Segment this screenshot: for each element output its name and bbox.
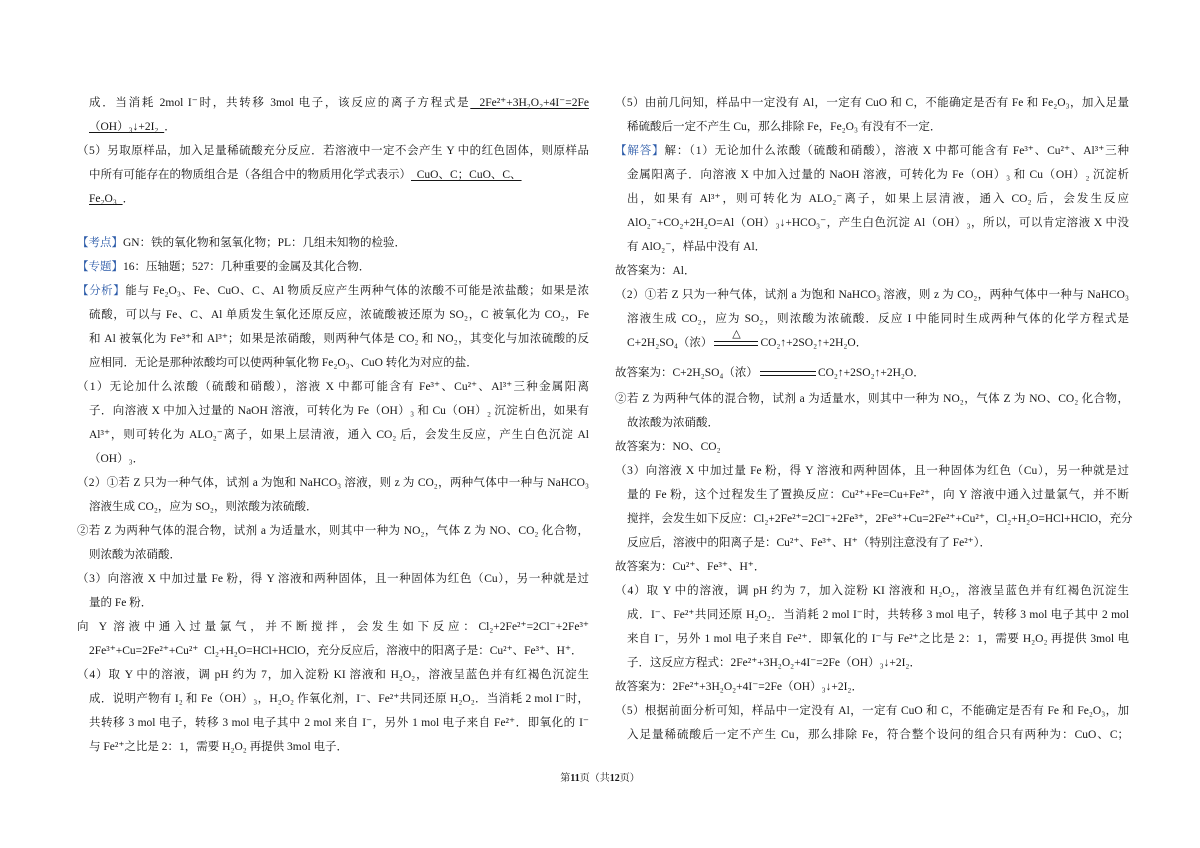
fenxi-text: 能与 Fe₂O₃、Fe、CuO、C、Al 物质反应产生两种气体的浓酸不可能是浓盐酸；如果是浓 bbox=[125, 285, 590, 297]
answer-line: 故答案为：Al． bbox=[615, 265, 696, 277]
q5-question-line-2 bbox=[77, 163, 589, 187]
analysis-line: 成．说明产物有 I₂ 和 Fe（OH）₃，H₂O₂ 作氧化剂，I⁻、Fe²⁺共同还原 H₂O₂．当消耗 2 mol I⁻时， bbox=[89, 693, 589, 705]
analysis-line: （3）向溶液 X 中加过量 Fe 粉，得 Y 溶液和两种固体，且一种固体为红色（Cu），另一种就是过 bbox=[77, 573, 589, 585]
analysis-line: （4）取 Y 中的溶液，调 pH 约为 7，加入淀粉 KI 溶液和 H₂O₂，溶液呈蓝色并有红褐色沉淀生 bbox=[77, 669, 589, 681]
solution-line: 反应后，溶液中的阳离子是：Cu²⁺、Fe³⁺、H⁺（特别注意没有了 Fe²⁺）． bbox=[627, 537, 991, 549]
reaction-condition-arrow bbox=[714, 327, 758, 346]
answer-line: 故答案为：2Fe²⁺+3H₂O₂+4I⁻=2Fe（OH）₃↓+2I₂． bbox=[615, 681, 863, 693]
analysis-line: 稀硫酸后一定不产生 Cu，那么排除 Fe，Fe₂O₃ 有没有不一定． bbox=[627, 121, 942, 133]
jieda-text: 解：（1）无论加什么浓酸（硫酸和硝酸），溶液 X 中都可能含有 Fe³⁺、Cu²⁺、Al³⁺三种 bbox=[664, 145, 1129, 157]
q5-answer-blank-2: Fe₂O₃ bbox=[89, 193, 123, 205]
solution-line: 成．I⁻、Fe²⁺共同还原 H₂O₂．当消耗 2 mol I⁻时，共转移 3 mol 电子，转移 3 mol 电子其中 2 mol bbox=[627, 609, 1129, 621]
left-column bbox=[77, 91, 589, 759]
kaodian-line bbox=[77, 231, 589, 255]
analysis-line: 向 Y 溶液中通入过量氯气，并不断搅拌，会发生如下反应：Cl₂+2Fe²⁺=2Cl⁻+2Fe³⁺ bbox=[77, 621, 589, 633]
analysis-line: （5）由前几问知，样品中一定没有 Al，一定有 CuO 和 C，不能确定是否有 Fe 和 Fe₂O₃，加入足量 bbox=[615, 97, 1129, 109]
heating-symbol: △ bbox=[732, 327, 741, 340]
analysis-line: 与 Fe²⁺之比是 2：1，需要 H₂O₂ 再提供 3mol 电子． bbox=[89, 741, 349, 753]
equation-line bbox=[615, 327, 1129, 355]
equation-answer-prefix: 故答案为：C+2H₂SO₄（浓） bbox=[615, 367, 758, 379]
q4-end-mark: ． bbox=[164, 121, 176, 133]
analysis-line: 溶液生成 CO₂，应为 SO₂，则浓酸为浓硫酸． bbox=[89, 501, 318, 513]
solution-line: 搅拌，会发生如下反应：Cl₂+2Fe²⁺=2Cl⁻+2Fe³⁺，2Fe³⁺+Cu=2Fe²⁺+Cu²⁺，Cl₂+H₂O=HCl+HClO，充分 bbox=[627, 513, 1133, 525]
jieda-line bbox=[615, 139, 1129, 163]
answer-line: 故答案为：NO、CO₂ bbox=[615, 441, 721, 453]
analysis-line: （OH）₃． bbox=[89, 453, 145, 465]
analysis-line: 则浓酸为浓硝酸． bbox=[89, 549, 181, 561]
answer-line: 故答案为：Cu²⁺、Fe³⁺、H⁺． bbox=[615, 561, 766, 573]
q5-answer-blank-1: CuO、C；CuO、C、 bbox=[411, 169, 522, 181]
equation-answer-line bbox=[615, 361, 1129, 385]
analysis-line: 量的 Fe 粉． bbox=[89, 597, 153, 609]
analysis-line: Al³⁺，则可转化为 ALO₂⁻离子，如果上层清液，通入 CO₂ 后，会发生反应，产生白色沉淀 Al bbox=[89, 429, 589, 441]
solution-line: 量的 Fe 粉，这个过程发生了置换反应：Cu²⁺+Fe=Cu+Fe²⁺，向 Y 溶液中通入过量氯气，并不断 bbox=[627, 489, 1129, 501]
solution-line: 子．这反应方程式：2Fe²⁺+3H₂O₂+4I⁻=2Fe（OH）₃↓+2I₂． bbox=[627, 657, 921, 669]
solution-line: 入足量稀硫酸后一定不产生 Cu，那么排除 Fe，符合整个设问的组合只有两种为：CuO、C； bbox=[627, 729, 1129, 741]
solution-line: 金属阳离子．向溶液 X 中加入过量的 NaOH 溶液，可转化为 Fe（OH）₃ 和 Cu（OH）₂ 沉淀析 bbox=[627, 169, 1129, 181]
solution-line: （4）取 Y 中的溶液，调 pH 约为 7，加入淀粉 KI 溶液和 H₂O₂，溶液呈蓝色并有红褐色沉淀生 bbox=[615, 585, 1129, 597]
section-gap bbox=[77, 211, 589, 231]
footer-prefix: 第 bbox=[560, 773, 571, 784]
analysis-line: ②若 Z 为两种气体的混合物，试剂 a 为适量水，则其中一种为 NO₂，气体 Z 为 NO、CO₂ 化合物， bbox=[77, 525, 589, 537]
kaodian-text: GN：铁的氧化物和氢氧化物；PL：几组未知物的检验． bbox=[123, 237, 407, 249]
q5-question-line-3 bbox=[77, 187, 589, 211]
solution-line: 溶液生成 CO₂，应为 SO₂，则浓酸为浓硫酸．反应 I 中能同时生成两种气体的化学方程式是 bbox=[627, 313, 1129, 325]
analysis-line: （2）①若 Z 只为一种气体，试剂 a 为饱和 NaHCO₃ 溶液，则 z 为 CO₂，两种气体中一种与 NaHCO₃ bbox=[77, 477, 589, 489]
fenxi-label: 【分析】 bbox=[77, 285, 126, 297]
q5-question-line-1: （5）另取原样品，加入足量稀硫酸充分反应．若溶液中一定不会产生 Y 中的红色固体，则原样品 bbox=[77, 145, 589, 157]
zhuanti-line bbox=[77, 255, 589, 279]
footer-suffix: 页） bbox=[619, 773, 640, 784]
zhuanti-label: 【专题】 bbox=[77, 261, 123, 273]
q4-answer-blank-1: 2Fe²⁺+3H₂O₂+4I⁻=2Fe bbox=[470, 97, 589, 109]
fenxi-line bbox=[77, 279, 589, 303]
q4-answer-line-1 bbox=[77, 91, 589, 115]
analysis-line: 2Fe³⁺+Cu=2Fe²⁺+Cu²⁺ Cl₂+H₂O=HCl+HClO，充分反应后，溶液中的阳离子是：Cu²⁺、Fe³⁺、H⁺． bbox=[89, 645, 583, 657]
q4-answer-line-2 bbox=[77, 115, 589, 139]
analysis-line: 子．向溶液 X 中加入过量的 NaOH 溶液，可转化为 Fe（OH）₃ 和 Cu（OH）₂ 沉淀析出，如果有 bbox=[89, 405, 589, 417]
q4-text: 成．当消耗 2mol I⁻时，共转移 3mol 电子，该反应的离子方程式是 bbox=[89, 97, 471, 109]
q5-end-mark: ． bbox=[122, 193, 135, 205]
solution-line: ②若 Z 为两种气体的混合物，试剂 a 为适量水，则其中一种为 NO₂，气体 Z 为 NO、CO₂ 化合物， bbox=[615, 393, 1129, 405]
page-footer bbox=[0, 772, 1200, 786]
solution-line: 有 AlO₂⁻，样品中没有 Al． bbox=[627, 241, 767, 253]
equation-reactants: C+2H₂SO₄（浓） bbox=[627, 337, 713, 349]
analysis-line: 应相同．无论是那种浓酸均可以使两种氧化物 Fe₂O₃、CuO 转化为对应的盐． bbox=[89, 357, 478, 369]
solution-line: （2）①若 Z 只为一种气体，试剂 a 为饱和 NaHCO₃ 溶液，则 z 为 CO₂，两种气体中一种与 NaHCO₃ bbox=[615, 289, 1129, 301]
q5-text: 中所有可能存在的物质组合是（各组合中的物质用化学式表示） bbox=[89, 169, 411, 181]
zhuanti-text: 16：压轴题；527：几种重要的金属及其化合物． bbox=[123, 261, 371, 273]
analysis-line: 共转移 3 mol 电子，转移 3 mol 电子其中 2 mol 来自 I⁻，另外 1 mol 电子来自 Fe²⁺．即氧化的 I⁻ bbox=[89, 717, 589, 729]
q4-answer-blank-2: （OH）₃↓+2I₂ bbox=[89, 121, 165, 133]
solution-line: （5）根据前面分析可知，样品中一定没有 Al，一定有 CuO 和 C，不能确定是否有 Fe 和 Fe₂O₃，加 bbox=[615, 705, 1129, 717]
equation-products: CO₂↑+2SO₂↑+2H₂O． bbox=[760, 337, 868, 349]
right-column bbox=[615, 91, 1133, 747]
solution-line: 来自 I⁻，另外 1 mol 电子来自 Fe²⁺．即氧化的 I⁻与 Fe²⁺之比是 2：1，需要 H₂O₂ 再提供 3mol 电 bbox=[627, 633, 1129, 645]
footer-middle: 页（共 bbox=[579, 773, 610, 784]
solution-line: 出，如果有 Al³⁺，则可转化为 ALO₂⁻离子，如果上层清液，通入 CO₂ 后，会发生反应 bbox=[627, 193, 1129, 205]
reaction-condition-arrow bbox=[760, 371, 816, 376]
page-number: 11 bbox=[570, 773, 580, 784]
equation-answer-products: CO₂↑+2SO₂↑+2H₂O． bbox=[817, 367, 925, 379]
analysis-line: 和 Al 被氧化为 Fe³⁺和 Al³⁺；如果是浓硝酸，则两种气体是 CO₂ 和 NO₂，其变化与加浓硫酸的反 bbox=[89, 333, 589, 345]
solution-line: （3）向溶液 X 中加过量 Fe 粉，得 Y 溶液和两种固体，且一种固体为红色（Cu），另一种就是过 bbox=[615, 465, 1129, 477]
analysis-line: （1）无论加什么浓酸（硫酸和硝酸），溶液 X 中都可能含有 Fe³⁺、Cu²⁺、Al³⁺三种金属阳离 bbox=[77, 381, 589, 393]
analysis-line: 硫酸，可以与 Fe、C、Al 单质发生氧化还原反应，浓硫酸被还原为 SO₂，C 被氧化为 CO₂，Fe bbox=[89, 309, 589, 321]
kaodian-label: 【考点】 bbox=[77, 237, 123, 249]
solution-line: 故浓酸为浓硝酸． bbox=[627, 417, 719, 429]
total-pages: 12 bbox=[609, 773, 620, 784]
solution-line: AlO₂⁻+CO₂+2H₂O=Al（OH）₃↓+HCO₃⁻，产生白色沉淀 Al（OH）₃，所以，可以肯定溶液 X 中没 bbox=[627, 217, 1129, 229]
jieda-label: 【解答】 bbox=[615, 145, 665, 157]
